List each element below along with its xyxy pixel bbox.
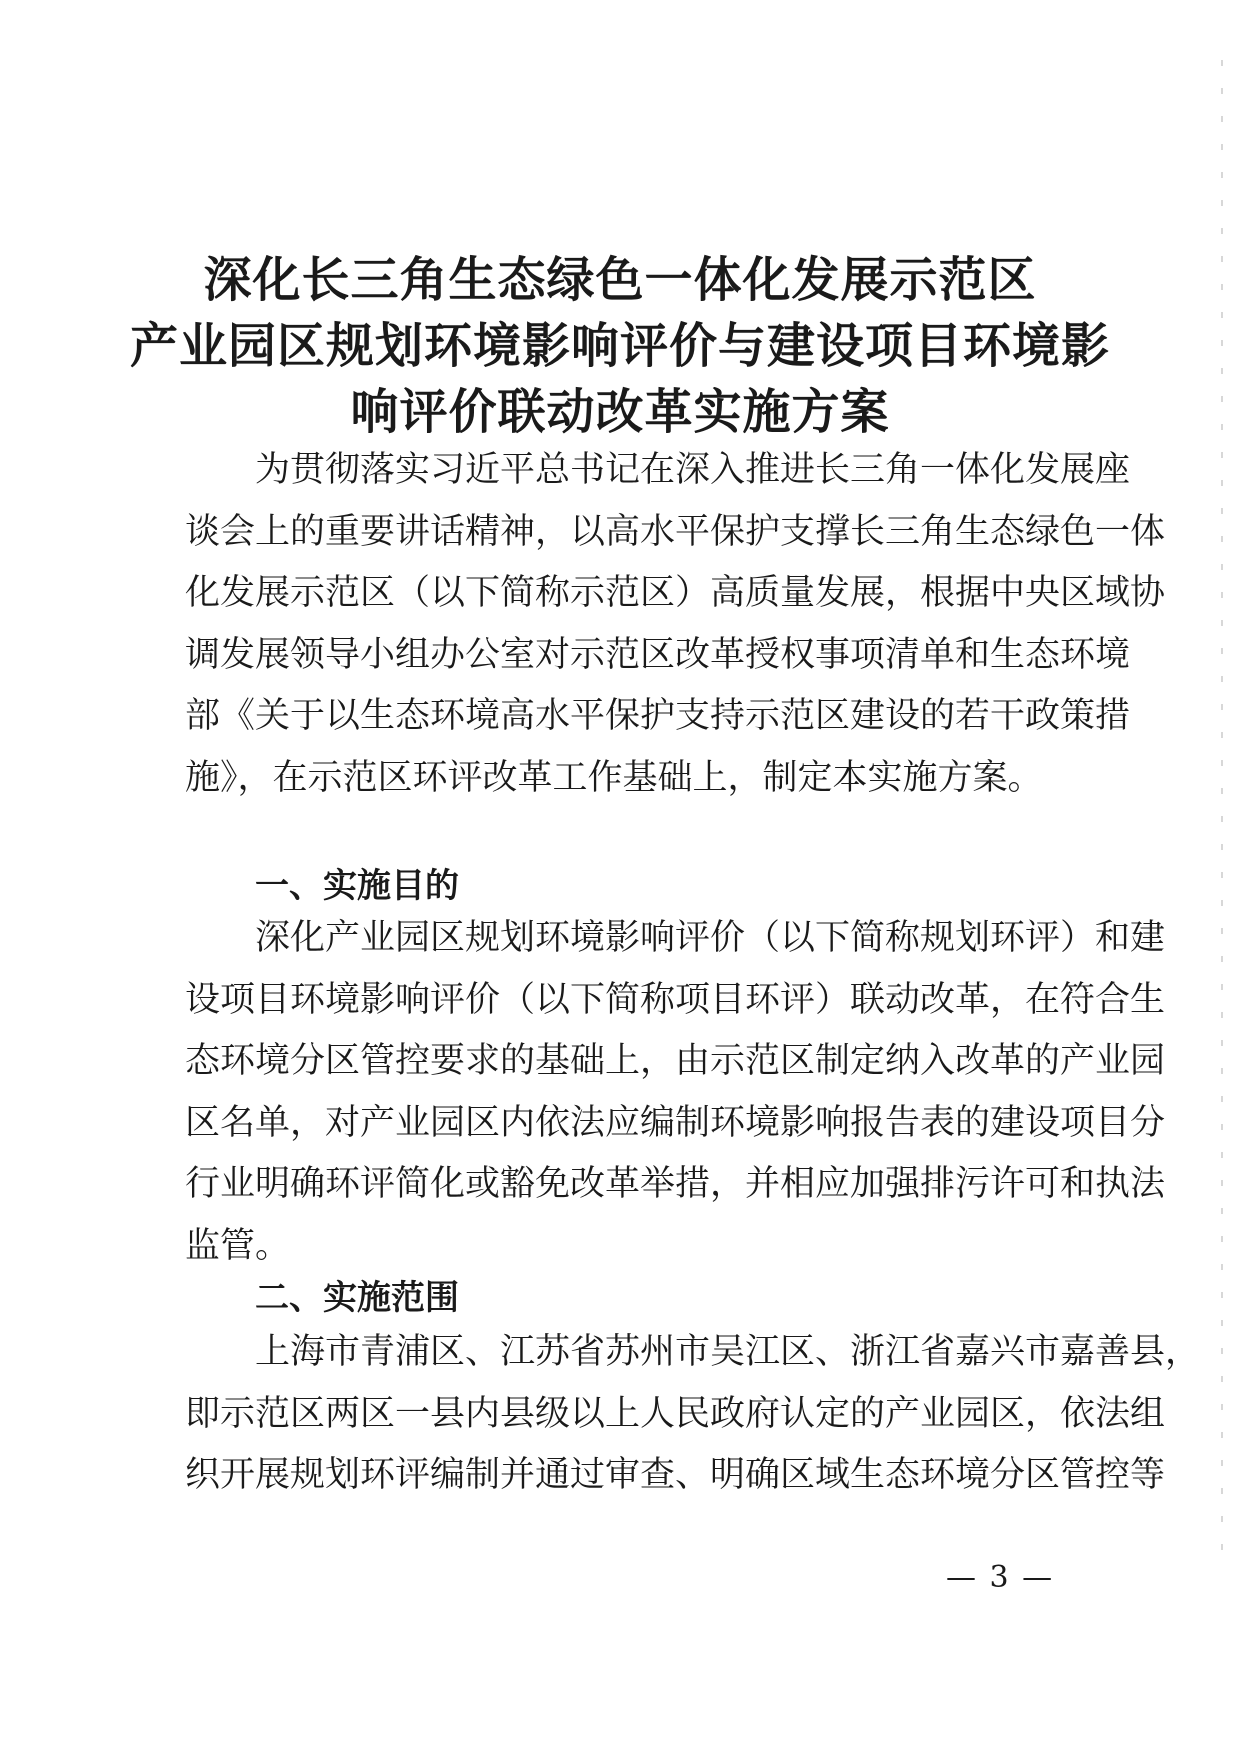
paragraph-line: 部《关于以生态环境高水平保护支持示范区建设的若干政策措 <box>185 696 1131 736</box>
document-title <box>120 247 1120 445</box>
paragraph-line: 调发展领导小组办公室对示范区改革授权事项清单和生态环境 <box>185 634 1131 675</box>
paragraph-line: 织开展规划环评编制并通过审查、明确区域生态环境分区管控等 <box>185 1455 1166 1495</box>
paragraph-line: 施》，在示范区环评改革工作基础上，制定本实施方案。 <box>185 757 1043 798</box>
paragraph-line: 深化产业园区规划环境影响评价（以下简称规划环评）和建 <box>255 918 1166 958</box>
paragraph-line: 上海市青浦区、江苏省苏州市吴江区、浙江省嘉兴市嘉善县， <box>255 1332 1201 1372</box>
paragraph-line: 谈会上的重要讲话精神，以高水平保护支撑长三角生态绿色一体 <box>185 511 1166 552</box>
intro-paragraph <box>185 440 1166 809</box>
section-heading-purpose: 一、实施目的 <box>255 866 459 906</box>
paragraph-line: 区名单，对产业园区内依法应编制环境影响报告表的建设项目分 <box>185 1102 1166 1143</box>
paragraph-line: 为贯彻落实习近平总书记在深入推进长三角一体化发展座 <box>255 450 1131 490</box>
scan-edge-artifact <box>1221 60 1223 1560</box>
paragraph-line: 态环境分区管控要求的基础上，由示范区制定纳入改革的产业园 <box>185 1041 1166 1081</box>
section-heading-scope: 二、实施范围 <box>255 1278 459 1318</box>
title-line: 产业园区规划环境影响评价与建设项目环境影 <box>129 318 1110 374</box>
paragraph-line: 即示范区两区一县内县级以上人民政府认定的产业园区，依法组 <box>185 1393 1166 1434</box>
paragraph-line: 设项目环境影响评价（以下简称项目环评）联动改革，在符合生 <box>185 979 1166 1020</box>
paragraph-line: 行业明确环评简化或豁免改革举措，并相应加强排污许可和执法 <box>185 1164 1166 1204</box>
title-line: 深化长三角生态绿色一体化发展示范区 <box>203 252 1037 308</box>
section-purpose-paragraph <box>185 908 1166 1277</box>
page-number: — 3 — <box>946 1560 1055 1595</box>
section-scope-paragraph <box>185 1322 1201 1507</box>
title-line: 响评价联动改革实施方案 <box>350 384 890 440</box>
paragraph-line: 监管。 <box>185 1225 291 1266</box>
paragraph-line: 化发展示范区（以下简称示范区）高质量发展，根据中央区域协 <box>185 573 1166 613</box>
